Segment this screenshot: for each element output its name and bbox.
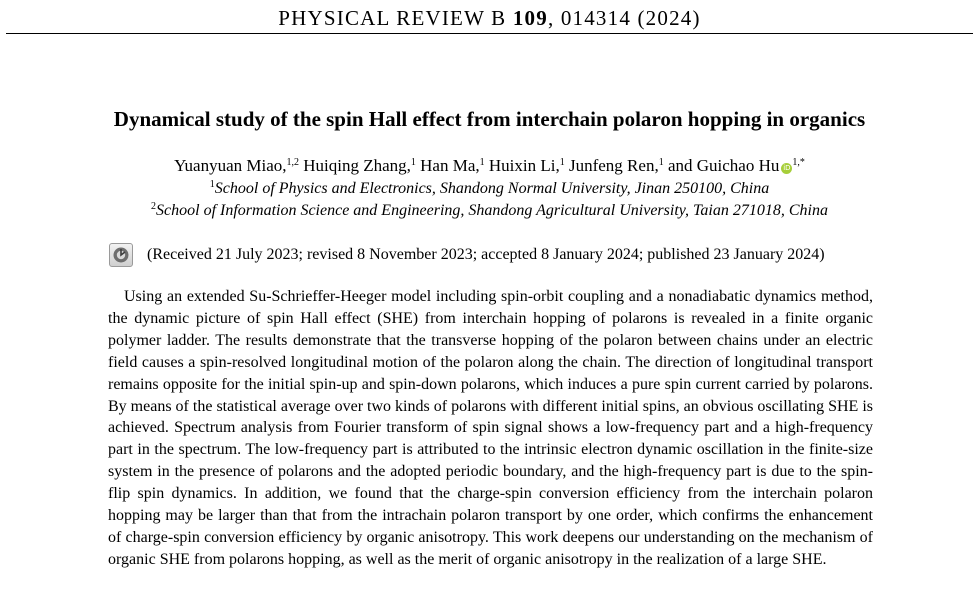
- abstract: Using an extended Su-Schrieffer-Heeger model including spin-orbit coupling and a nonadiabatic dynamics method, the dynamic picture of spin Hall effect (SHE) from interchain hopping of polarons is revealed in a finite organic polymer ladder. The results demonstrate that the transverse hopping of the polaron between chains under an electric field causes a spin-resolved longitudinal motion of the polaron along the chain. The direction of longitudinal transport remains opposite for the initial spin-up and spin-down polarons, which induces a pure spin current carried by polarons. By means of the statistical average over two kinds of polarons with different initial spins, an obvious oscillating SHE is achieved. Spectrum analysis from Fourier transform of spin signal shows a low-frequency part and a high-frequency part in the spectrum. The low-frequency part is attributed to the intrinsic electron dynamic oscillation in the finite-size system in the presence of polarons and the adopted periodic boundary, and the high-frequency part is due to the spin-flip spin dynamics. In addition, we found that the charge-spin conversion efficiency from the interchain polaron hopping may be larger than that from the intrachain polaron transport by one order, which confirms the enhancement of charge-spin conversion efficiency by organic anisotropy. This work deepens our understanding on the mechanism of organic SHE from polarons hopping, as well as the merit of organic anisotropy in the realization of a large SHE.: [108, 288, 873, 568]
- journal-volume: 109: [512, 6, 548, 30]
- affiliation-2: $^2$School of Information Science and Engineering, Shandong Agricultural University, Taian 271018, China: [151, 201, 828, 219]
- received-row: [109, 242, 825, 268]
- author-list: [0, 155, 979, 177]
- affiliation-1: $^1$School of Physics and Electronics, Shandong Normal University, Jinan 250100, China: [209, 179, 770, 197]
- author[interactable]: Junfeng Ren,$^1$: [568, 156, 664, 175]
- received-dates: (Received 21 July 2023; revised 8 November 2023; accepted 8 January 2024; published 23 January 2024): [147, 246, 825, 263]
- author[interactable]: Huixin Li,$^1$: [488, 156, 565, 175]
- journal-citation: , 014314 (2024): [547, 6, 701, 30]
- crossmark-icon[interactable]: [109, 243, 133, 267]
- paper-title: Dynamical study of the spin Hall effect from interchain polaron hopping in organics: [113, 107, 866, 131]
- journal-name: PHYSICAL REVIEW B: [278, 6, 507, 30]
- author[interactable]: Yuanyuan Miao,$^{1,2}$: [174, 156, 299, 175]
- header-rule: [6, 33, 973, 34]
- journal-header: [0, 0, 979, 32]
- author[interactable]: Han Ma,$^1$: [420, 156, 485, 175]
- author[interactable]: Huiqing Zhang,$^1$: [303, 156, 416, 175]
- orcid-icon[interactable]: iD: [783, 164, 791, 172]
- author[interactable]: and Guichao Hu iD $^{1,*}$: [667, 156, 805, 175]
